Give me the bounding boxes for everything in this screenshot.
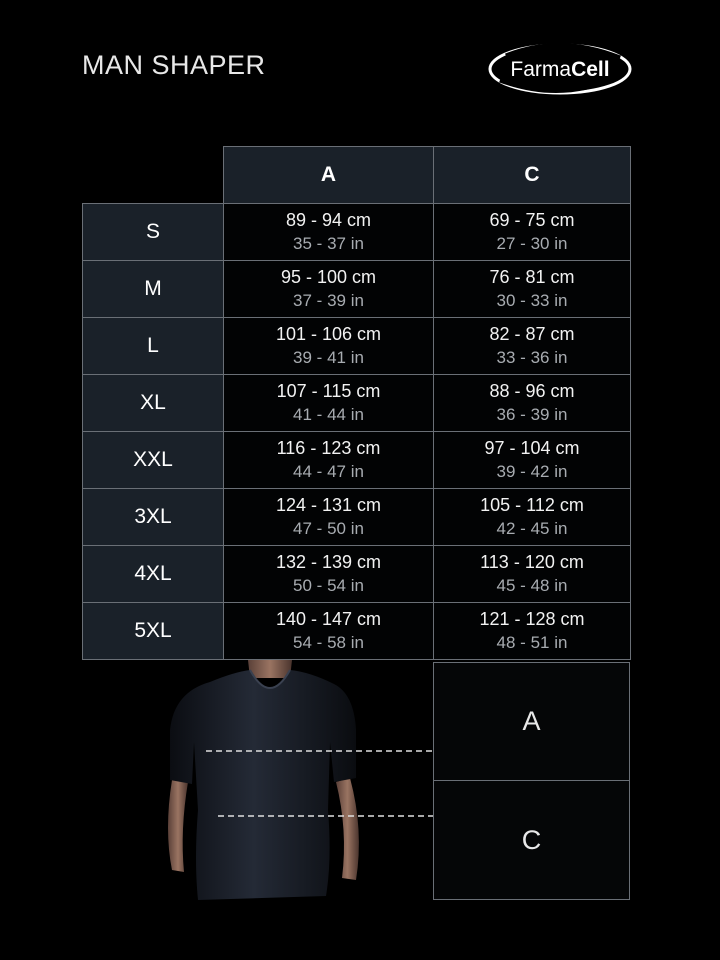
measure-cm: 76 - 81 cm: [489, 267, 575, 287]
measure-cell-c: [433, 431, 631, 489]
measure-in: 33 - 36 in: [496, 348, 568, 367]
measure-in: 39 - 41 in: [293, 348, 364, 367]
measure-cm: 140 - 147 cm: [275, 609, 382, 629]
size-cell: 4XL: [82, 545, 224, 603]
column-header-a: A: [223, 146, 434, 204]
measure-cm: 107 - 115 cm: [276, 381, 381, 401]
measure-in: 54 - 58 in: [293, 633, 364, 652]
measure-cell-c: [433, 545, 631, 603]
measure-in: 47 - 50 in: [293, 519, 364, 538]
measure-cell-a: [223, 488, 434, 546]
measure-cell-a: [223, 374, 434, 432]
measure-cm: 89 - 94 cm: [285, 210, 372, 230]
measure-in: 35 - 37 in: [293, 234, 364, 253]
measure-cell-c: [433, 374, 631, 432]
size-cell: XL: [82, 374, 224, 432]
size-cell: 3XL: [82, 488, 224, 546]
measure-cm: 88 - 96 cm: [489, 381, 575, 401]
measure-cell-a: [223, 260, 434, 318]
measure-cm: 121 - 128 cm: [479, 609, 585, 629]
measure-cm: 101 - 106 cm: [275, 324, 382, 344]
measure-in: 27 - 30 in: [496, 234, 568, 253]
size-cell: M: [82, 260, 224, 318]
measure-in: 41 - 44 in: [293, 405, 364, 424]
measure-cm: 69 - 75 cm: [489, 210, 575, 230]
brand-part1: Farma: [510, 58, 572, 81]
measure-cm: 116 - 123 cm: [276, 438, 381, 458]
measure-cm: 97 - 104 cm: [484, 438, 580, 458]
measure-in: 39 - 42 in: [496, 462, 568, 481]
measure-cell-c: [433, 260, 631, 318]
measure-cell-c: [433, 602, 631, 660]
size-cell: S: [82, 203, 224, 261]
measure-in: 48 - 51 in: [496, 633, 568, 652]
measure-cell-c: [433, 317, 631, 375]
column-header-c: C: [433, 146, 631, 204]
svg-text:FarmaCell: [510, 58, 609, 81]
measure-cm: 105 - 112 cm: [480, 495, 584, 515]
measure-cell-a: [223, 602, 434, 660]
measure-in: 36 - 39 in: [496, 405, 568, 424]
man-torso-illustration: [150, 660, 390, 900]
measure-in: 42 - 45 in: [496, 519, 568, 538]
farmacell-logo: [486, 38, 634, 100]
measure-cm: 124 - 131 cm: [275, 495, 382, 515]
measure-cell-a: [223, 317, 434, 375]
measure-cell-a: [223, 431, 434, 489]
measure-cell-c: [433, 488, 631, 546]
zone-c-label: C: [433, 780, 630, 900]
measure-cm: 82 - 87 cm: [489, 324, 575, 344]
measure-cm: 132 - 139 cm: [275, 552, 382, 572]
brand-part2: Cell: [571, 58, 610, 81]
measure-in: 50 - 54 in: [293, 576, 364, 595]
size-cell: L: [82, 317, 224, 375]
logo-graphic: [486, 38, 634, 100]
measure-in: 44 - 47 in: [293, 462, 364, 481]
measure-in: 37 - 39 in: [293, 291, 364, 310]
torso-figure: [150, 660, 390, 900]
measure-cell-a: [223, 545, 434, 603]
size-cell: 5XL: [82, 602, 224, 660]
measure-cell-a: [223, 203, 434, 261]
page-title: MAN SHAPER: [82, 50, 266, 80]
size-cell: XXL: [82, 431, 224, 489]
measure-cm: 95 - 100 cm: [280, 267, 377, 287]
measure-cm: 113 - 120 cm: [480, 552, 584, 572]
zone-a-label: A: [433, 662, 630, 781]
measure-cell-c: [433, 203, 631, 261]
measure-in: 45 - 48 in: [496, 576, 568, 595]
measure-in: 30 - 33 in: [496, 291, 568, 310]
